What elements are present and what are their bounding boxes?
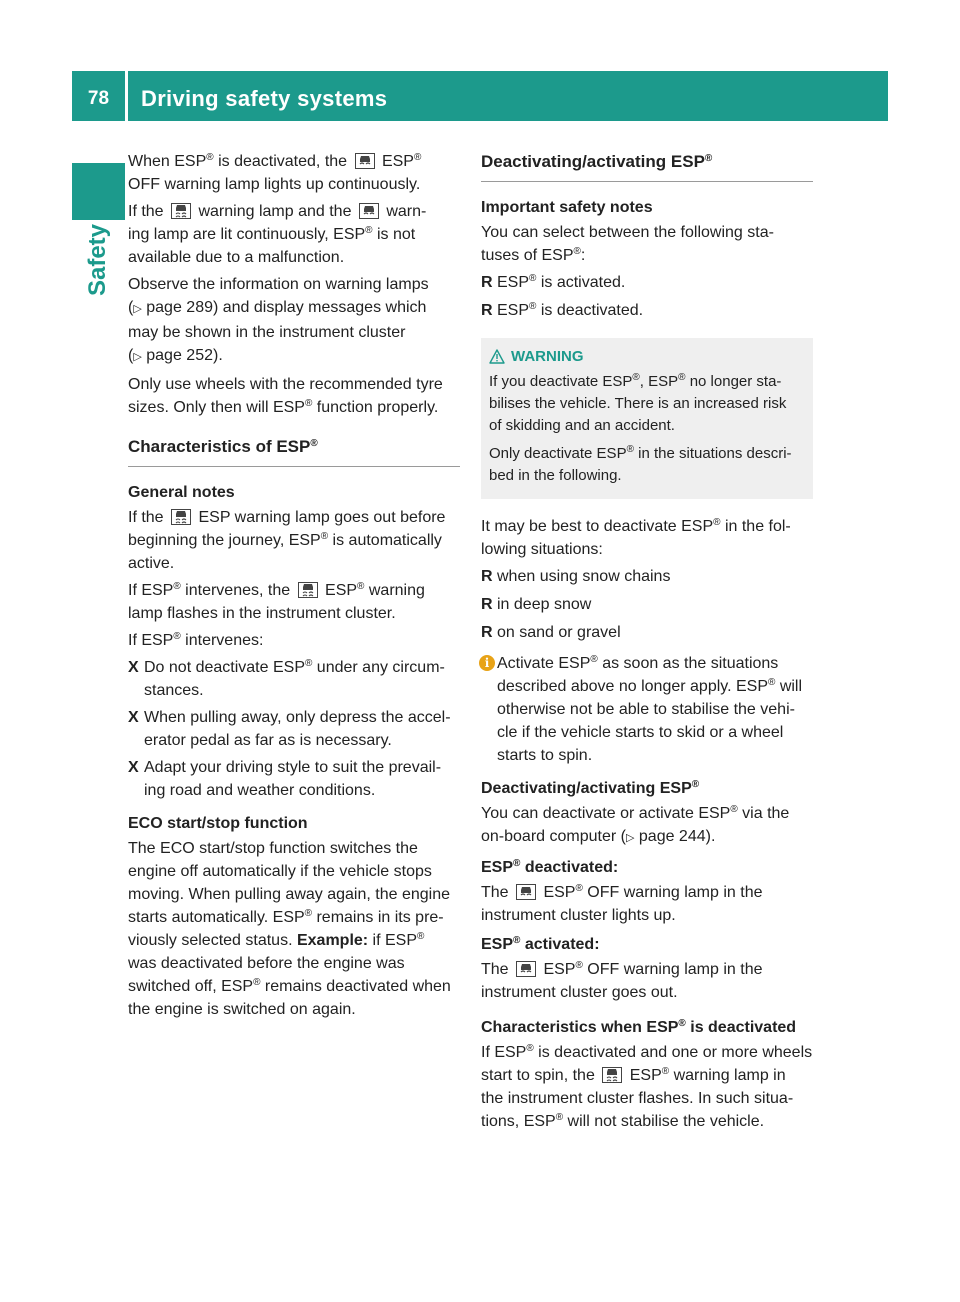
side-tab	[72, 163, 125, 220]
step-marker: X	[128, 659, 139, 676]
esp-warning-lamp-icon	[602, 1067, 622, 1083]
bullet-item: R ESP® is deactivated.	[481, 299, 813, 322]
bullet-marker: R	[481, 302, 493, 319]
sub-heading: General notes	[128, 484, 235, 501]
paragraph: Only use wheels with the recommended tyre sizes. Only then will ESP® function properly.	[128, 376, 443, 416]
step-item: X Do not deactivate ESP® under any circum- stances.	[128, 658, 445, 699]
left-column	[128, 150, 460, 1025]
page-reference-link[interactable]: page 289) and display messages which	[146, 299, 427, 316]
bullet-item: R on sand or gravel	[481, 621, 813, 644]
step-marker: X	[128, 759, 139, 776]
sub-heading: ESP® deactivated:	[481, 858, 619, 876]
paragraph: If ESP® intervenes, the ESP® warning lamp flashes in the instrument cluster.	[128, 581, 425, 622]
paragraph: It may be best to deactivate ESP® in the fol- lowing situations:	[481, 517, 791, 558]
bullet-item: R in deep snow	[481, 593, 813, 616]
paragraph: The ECO start/stop function switches the engine off automatically if the vehicle stops moving. When pulling away again, the engine starts automatically. ESP® remains in its pre- viously selected status. Example: if ESP® was deactivated before the engine was switched off, ESP® remains deactivated when the engine is switched on again.	[128, 840, 451, 1018]
paragraph: When ESP® is deactivated, the ESP® OFF warning lamp lights up continuously.	[128, 152, 422, 193]
paragraph: If ESP® intervenes:	[128, 631, 264, 649]
esp-warning-lamp-icon	[171, 203, 191, 219]
esp-off-warning-lamp-icon	[516, 884, 536, 900]
esp-off-warning-lamp-icon	[359, 203, 379, 219]
sub-heading: Characteristics when ESP® is deactivated	[481, 1018, 797, 1036]
esp-off-warning-lamp-icon	[516, 961, 536, 977]
page-number: 78	[87, 88, 110, 109]
paragraph: If ESP® is deactivated and one or more wheels start to spin, the ESP® warning lamp in the instrument cluster flashes. In such situa- tions, ESP® will not stabilise the vehicle.	[481, 1043, 813, 1130]
warning-title: WARNING	[489, 346, 803, 368]
sub-heading: ECO start/stop function	[128, 815, 308, 832]
info-note: i Activate ESP® as soon as the situations described above no longer apply. ESP® will otherwise not be able to stabilise the vehi- cle if the vehicle starts to skid or a wheel starts to spin.	[481, 652, 813, 767]
esp-warning-lamp-icon	[171, 509, 191, 525]
bullet-item: R when using snow chains	[481, 565, 813, 588]
paragraph: Observe the information on warning lamps (▷ page 289) and display messages which may be shown in the instrument cluster (▷ page 252).	[128, 276, 429, 364]
paragraph: You can deactivate or activate ESP® via the on-board computer (▷ page 244).	[481, 804, 790, 845]
step-marker: X	[128, 709, 139, 726]
chapter-title: Driving safety systems	[141, 86, 388, 111]
paragraph: The ESP® OFF warning lamp in the instrument cluster goes out.	[481, 960, 763, 1001]
info-icon: i	[479, 655, 495, 671]
section-heading: Deactivating/activating ESP®	[481, 150, 813, 182]
warning-triangle-icon	[489, 349, 505, 364]
warning-box	[481, 338, 813, 499]
paragraph: Only deactivate ESP® in the situations descri- bed in the following.	[489, 444, 792, 484]
bullet-item: R ESP® is activated.	[481, 271, 813, 294]
page-reference-link[interactable]: page 244).	[638, 828, 716, 845]
right-column	[481, 150, 813, 1137]
sub-heading: ESP® activated:	[481, 935, 600, 953]
paragraph: You can select between the following sta- tuses of ESP®:	[481, 224, 774, 264]
bullet-marker: R	[481, 274, 493, 291]
esp-warning-lamp-icon	[298, 582, 318, 598]
paragraph: The ESP® OFF warning lamp in the instrument cluster lights up.	[481, 883, 763, 924]
paragraph: If the warning lamp and the warn- ing lamp are lit continuously, ESP® is not available due to a malfunction.	[128, 203, 427, 266]
bullet-marker: R	[481, 568, 493, 585]
sub-heading: Important safety notes	[481, 199, 653, 216]
section-heading: Characteristics of ESP®	[128, 435, 460, 467]
esp-off-warning-lamp-icon	[355, 153, 375, 169]
step-item: X When pulling away, only depress the accel- erator pedal as far as is necessary.	[128, 706, 460, 752]
bullet-marker: R	[481, 596, 493, 613]
paragraph: If you deactivate ESP®, ESP® no longer sta- bilises the vehicle. There is an increased risk of skidding and an accident.	[489, 372, 787, 434]
step-item: X Adapt your driving style to suit the prevail- ing road and weather conditions.	[128, 756, 460, 802]
sub-heading: Deactivating/activating ESP®	[481, 779, 700, 797]
page-reference-link[interactable]: page 252).	[146, 347, 223, 364]
paragraph: If the ESP warning lamp goes out before beginning the journey, ESP® is automatically active.	[128, 509, 446, 572]
bullet-marker: R	[481, 624, 493, 641]
side-tab-label: Safety	[84, 223, 111, 297]
header-divider	[125, 71, 128, 121]
